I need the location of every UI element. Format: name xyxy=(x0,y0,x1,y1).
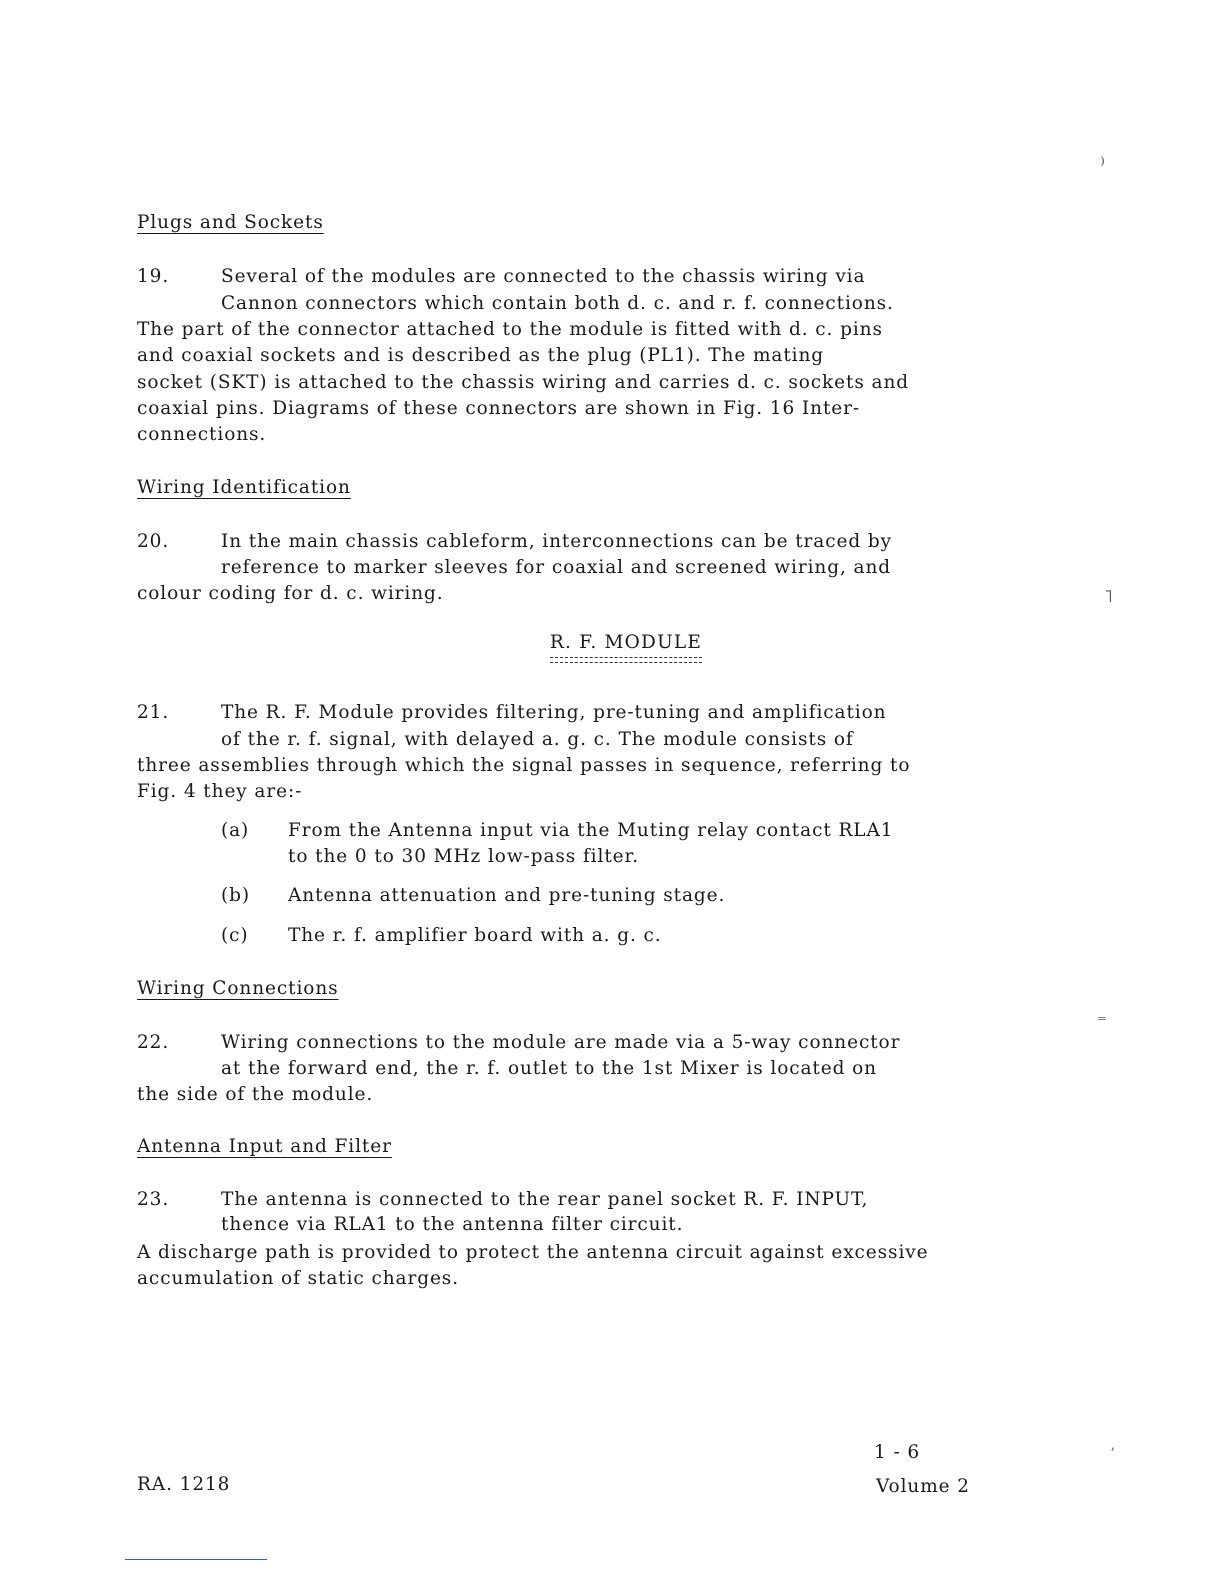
section-heading-wiring-connections: Wiring Connections xyxy=(137,978,339,999)
paragraph-22-line-2: at the forward end, the r. f. outlet to the 1st Mixer is located on xyxy=(221,1058,877,1079)
footer-document-reference: RA. 1218 xyxy=(137,1474,231,1495)
list-item-b-line-1: Antenna attenuation and pre-tuning stage. xyxy=(288,885,726,906)
paragraph-19-line-3: The part of the connector attached to the module is fitted with d. c. pins xyxy=(137,319,883,340)
paragraph-20-line-3: colour coding for d. c. wiring. xyxy=(137,583,444,604)
list-item-label-b: (b) xyxy=(221,885,250,906)
paragraph-23-line-3: A discharge path is provided to protect the antenna circuit against excessive xyxy=(137,1242,929,1263)
section-heading-plugs-and-sockets: Plugs and Sockets xyxy=(137,212,324,233)
paragraph-21-line-1: The R. F. Module provides filtering, pre-tuning and amplification xyxy=(221,702,887,723)
list-item-a-line-2: to the 0 to 30 MHz low-pass filter. xyxy=(288,846,639,867)
binder-mark-icon: ʼ xyxy=(1110,1446,1116,1462)
paragraph-21-line-3: three assemblies through which the signal passes in sequence, referring to xyxy=(137,755,911,776)
paragraph-22-line-3: the side of the module. xyxy=(137,1084,374,1105)
paragraph-19-line-6: coaxial pins. Diagrams of these connectors are shown in Fig. 16 Inter- xyxy=(137,398,861,419)
list-item-label-a: (a) xyxy=(221,820,250,841)
paragraph-22-line-1: Wiring connections to the module are made via a 5-way connector xyxy=(221,1032,901,1053)
paragraph-21-line-4: Fig. 4 they are:- xyxy=(137,781,303,802)
section-heading-wiring-identification: Wiring Identification xyxy=(137,477,351,498)
paragraph-19-line-2: Cannon connectors which contain both d. c. and r. f. connections. xyxy=(221,293,894,314)
list-item-c-line-1: The r. f. amplifier board with a. g. c. xyxy=(288,925,662,946)
section-heading-antenna-input-and-filter: Antenna Input and Filter xyxy=(137,1136,392,1157)
paragraph-19-line-4: and coaxial sockets and is described as the plug (PL1). The mating xyxy=(137,345,825,366)
list-item-label-c: (c) xyxy=(221,925,249,946)
bottom-rule xyxy=(125,1559,267,1560)
binder-mark-icon: ⁾ xyxy=(1100,152,1106,176)
paragraph-number-23: 23. xyxy=(137,1189,170,1210)
binder-mark-icon: ˥ xyxy=(1104,586,1114,607)
section-heading-rf-module-wrapper xyxy=(0,632,1224,653)
footer-volume: Volume 2 xyxy=(876,1476,970,1497)
paragraph-number-21: 21. xyxy=(137,702,170,723)
paragraph-23-line-4: accumulation of static charges. xyxy=(137,1268,459,1289)
paragraph-23-line-1: The antenna is connected to the rear panel socket R. F. INPUT, xyxy=(221,1189,869,1210)
paragraph-20-line-1: In the main chassis cableform, interconnections can be traced by xyxy=(221,531,892,552)
paragraph-number-19: 19. xyxy=(137,266,170,287)
paragraph-20-line-2: reference to marker sleeves for coaxial and screened wiring, and xyxy=(221,557,891,578)
paragraph-23-line-2: thence via RLA1 to the antenna filter circuit. xyxy=(221,1214,684,1235)
paragraph-19-line-7: connections. xyxy=(137,424,267,445)
paragraph-19-line-5: socket (SKT) is attached to the chassis wiring and carries d. c. sockets and xyxy=(137,372,910,393)
footer-page-number: 1 - 6 xyxy=(874,1442,921,1463)
list-item-a-line-1: From the Antenna input via the Muting relay contact RLA1 xyxy=(288,820,894,841)
paragraph-19-line-1: Several of the modules are connected to the chassis wiring via xyxy=(221,266,866,287)
paragraph-21-line-2: of the r. f. signal, with delayed a. g. c. The module consists of xyxy=(221,729,854,750)
binder-mark-icon: ⁼ xyxy=(1097,1012,1108,1033)
paragraph-number-20: 20. xyxy=(137,531,170,552)
section-heading-rf-module: R. F. MODULE xyxy=(549,632,703,653)
paragraph-number-22: 22. xyxy=(137,1032,170,1053)
